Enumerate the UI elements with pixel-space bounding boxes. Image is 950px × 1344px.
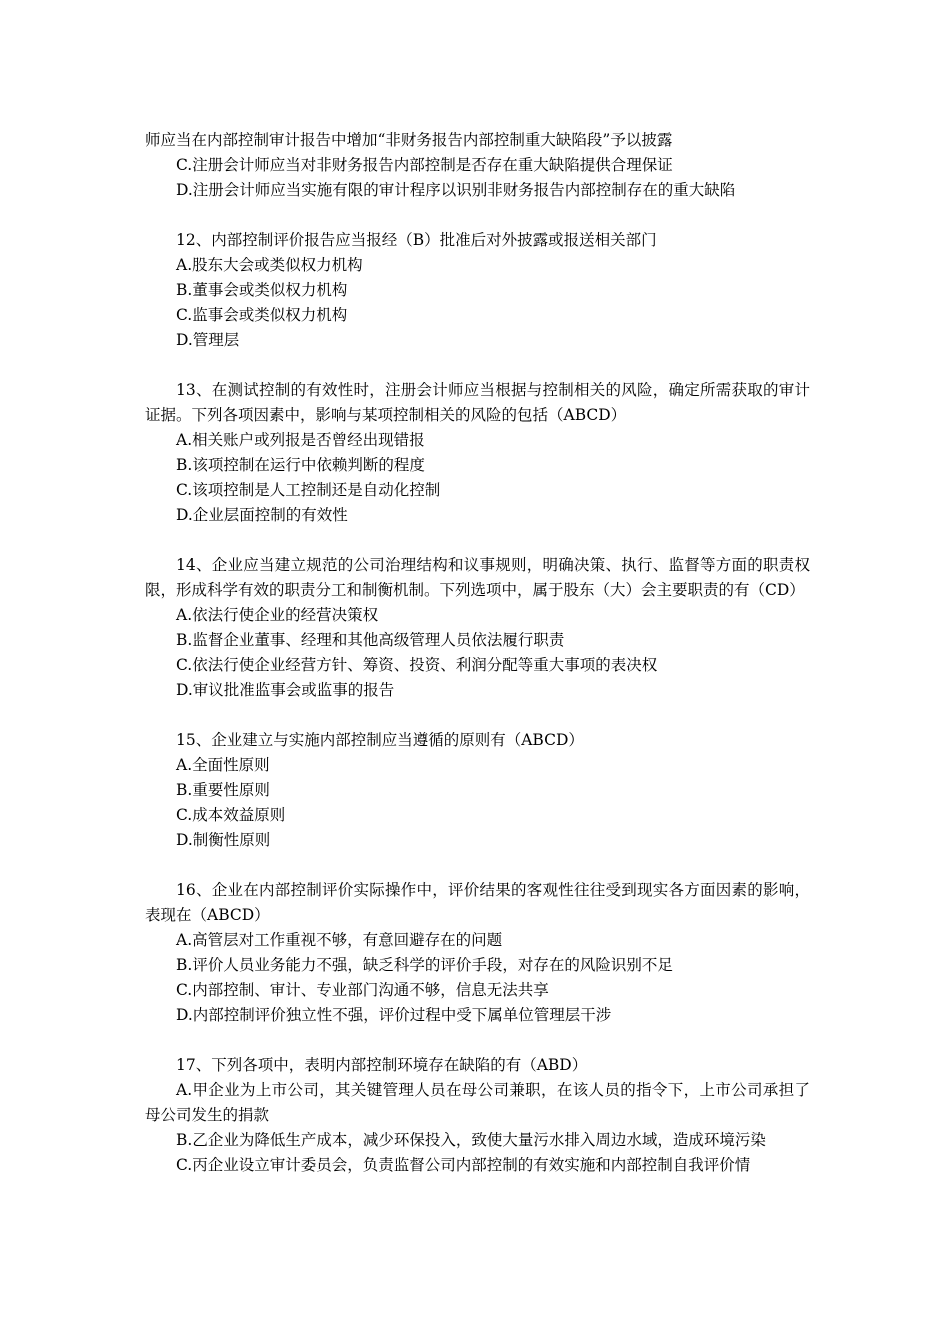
question-17-option-b: B.乙企业为降低生产成本，减少环保投入，致使大量污水排入周边水域，造成环境污染 (176, 1131, 766, 1149)
spacer (145, 528, 810, 553)
question-16-option-a: A.高管层对工作重视不够，有意回避存在的问题 (176, 931, 503, 949)
question-15-stem: 15、企业建立与实施内部控制应当遵循的原则有（ABCD） (176, 731, 584, 749)
question-16-stem: 16、企业在内部控制评价实际操作中，评价结果的客观性往往受到现实各方面因素的影响，表现在（ABCD） (145, 881, 810, 924)
question-12-option-c: C.监事会或类似权力机构 (176, 306, 348, 324)
question-16-option-c: C.内部控制、审计、专业部门沟通不够，信息无法共享 (176, 981, 549, 999)
question-15-option-d: D.制衡性原则 (176, 831, 271, 849)
question-13-option-a: A.相关账户或列报是否曾经出现错报 (176, 431, 425, 449)
spacer (145, 203, 810, 228)
question-12-stem: 12、内部控制评价报告应当报经（B）批准后对外披露或报送相关部门 (176, 231, 657, 249)
question-14-option-a: A.依法行使企业的经营决策权 (176, 606, 379, 624)
question-14-option-b: B.监督企业董事、经理和其他高级管理人员依法履行职责 (176, 631, 565, 649)
spacer (145, 1028, 810, 1053)
question-14-option-c: C.依法行使企业经营方针、筹资、投资、利润分配等重大事项的表决权 (176, 656, 658, 674)
question-13-option-b: B.该项控制在运行中依赖判断的程度 (176, 456, 425, 474)
question-13-option-d: D.企业层面控制的有效性 (176, 506, 348, 524)
spacer (145, 853, 810, 878)
question-17-option-a: A.甲企业为上市公司，其关键管理人员在母公司兼职，在该人员的指令下，上市公司承担了母公司发生的捐款 (145, 1081, 810, 1124)
question-12-option-b: B.董事会或类似权力机构 (176, 281, 348, 299)
option-c: C.注册会计师应当对非财务报告内部控制是否存在重大缺陷提供合理保证 (176, 156, 673, 174)
question-16-option-b: B.评价人员业务能力不强，缺乏科学的评价手段，对存在的风险识别不足 (176, 956, 673, 974)
question-17-stem: 17、下列各项中，表明内部控制环境存在缺陷的有（ABD） (176, 1056, 588, 1074)
question-12-option-a: A.股东大会或类似权力机构 (176, 256, 363, 274)
document-body (145, 128, 810, 1178)
question-15-option-b: B.重要性原则 (176, 781, 270, 799)
option-d: D.注册会计师应当实施有限的审计程序以识别非财务报告内部控制存在的重大缺陷 (176, 181, 736, 199)
spacer (145, 353, 810, 378)
question-14-stem: 14、企业应当建立规范的公司治理结构和议事规则，明确决策、执行、监督等方面的职责权限，形成科学有效的职责分工和制衡机制。下列选项中，属于股东（大）会主要职责的有（CD） (145, 556, 810, 599)
question-16-option-d: D.内部控制评价独立性不强，评价过程中受下属单位管理层干涉 (176, 1006, 612, 1024)
spacer (145, 703, 810, 728)
question-12-option-d: D.管理层 (176, 331, 240, 349)
question-13-option-c: C.该项控制是人工控制还是自动化控制 (176, 481, 441, 499)
fragment-line: 师应当在内部控制审计报告中增加“非财务报告内部控制重大缺陷段”予以披露 (145, 131, 673, 149)
question-17-option-c: C.丙企业设立审计委员会，负责监督公司内部控制的有效实施和内部控制自我评价情 (176, 1156, 751, 1174)
question-15-option-a: A.全面性原则 (176, 756, 270, 774)
question-15-option-c: C.成本效益原则 (176, 806, 286, 824)
question-14-option-d: D.审议批准监事会或监事的报告 (176, 681, 395, 699)
question-13-stem: 13、在测试控制的有效性时，注册会计师应当根据与控制相关的风险，确定所需获取的审计证据。下列各项因素中，影响与某项控制相关的风险的包括（ABCD） (145, 381, 810, 424)
